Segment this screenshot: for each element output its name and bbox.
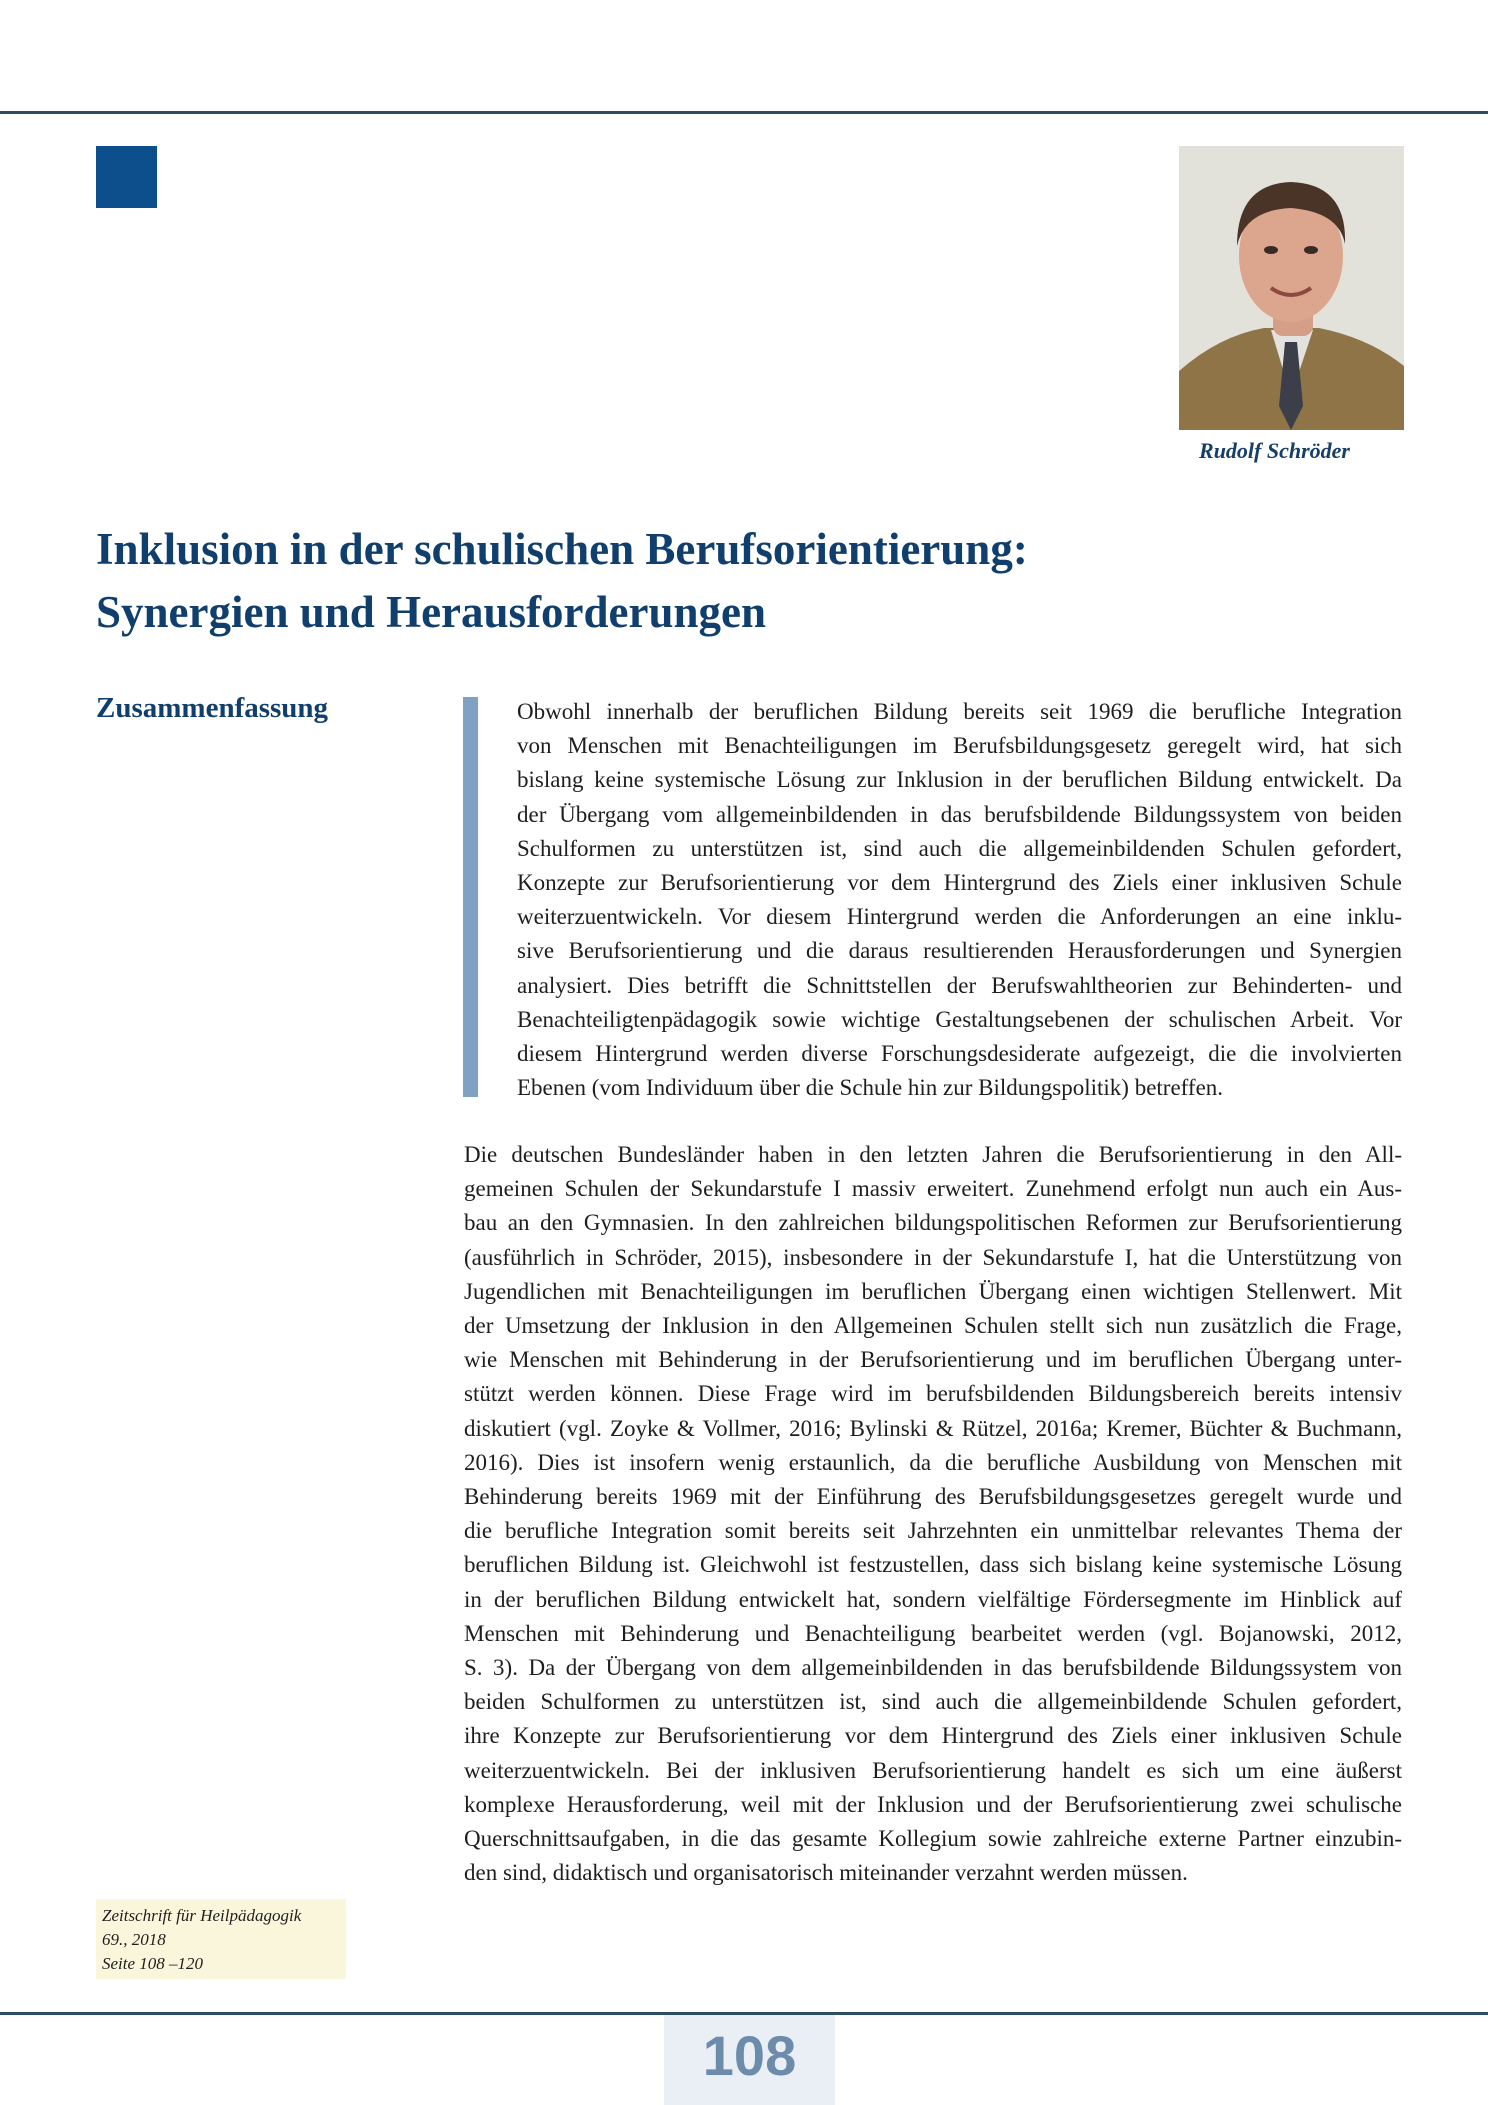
citation-pages: Seite 108 –120 xyxy=(102,1954,204,1973)
body-line: gemeinen Schulen der Sekundarstufe I massiv erweitert. Zunehmend erfolgt nun auch ein Aus- xyxy=(464,1176,1402,1202)
body-line: Menschen mit Behinderung und Benachteiligung bearbeitet werden (vgl. Bojanowski, 2012, xyxy=(464,1620,1402,1646)
abstract-line: Ebenen (vom Individuum über die Schule hin zur Bildungspolitik) betreffen. xyxy=(517,1075,1224,1101)
article-title-line-1: Inklusion in der schulischen Berufsorientierung: xyxy=(96,524,1028,574)
body-line: diskutiert (vgl. Zoyke & Vollmer, 2016; Bylinski & Rützel, 2016a; Kremer, Büchter & Buchmann, xyxy=(464,1415,1402,1441)
body-line: weiterzuentwickeln. Bei der inklusiven Berufsorientierung handelt es sich um eine äußerst xyxy=(464,1757,1402,1783)
body-line: beruflichen Bildung ist. Gleichwohl ist festzustellen, dass sich bislang keine systemische Lösung xyxy=(464,1552,1402,1578)
abstract-text xyxy=(517,695,1402,1105)
body-text xyxy=(464,1138,1402,1890)
article-title xyxy=(96,518,1396,644)
body-line: komplexe Herausforderung, weil mit der Inklusion und der Berufsorientierung zwei schulische xyxy=(464,1791,1402,1817)
citation-volume: 69., 2018 xyxy=(102,1930,166,1949)
abstract-line: der Übergang vom allgemeinbildenden in das berufsbildende Bildungssystem von beiden xyxy=(517,801,1402,827)
body-line: wie Menschen mit Behinderung in der Berufsorientierung und im beruflichen Übergang unter- xyxy=(464,1347,1402,1373)
abstract-line: sive Berufsorientierung und die daraus resultierenden Herausforderungen und Synergien xyxy=(517,938,1402,964)
body-line: in der beruflichen Bildung entwickelt hat, sondern vielfältige Fördersegmente im Hinblick auf xyxy=(464,1586,1402,1612)
body-line: den sind, didaktisch und organisatorisch miteinander verzahnt werden müssen. xyxy=(464,1860,1188,1886)
body-line: bau an den Gymnasien. In den zahlreichen bildungspolitischen Reformen zur Berufsorientierung xyxy=(464,1210,1402,1236)
body-line: beiden Schulformen zu unterstützen ist, sind auch die allgemeinbildende Schulen gefordert, xyxy=(464,1689,1402,1715)
body-line: die berufliche Integration somit bereits seit Jahrzehnten ein unmittelbar relevantes Thema der xyxy=(464,1518,1402,1544)
body-line: Jugendlichen mit Benachteiligungen im beruflichen Übergang einen wichtigen Stellenwert. Mit xyxy=(464,1278,1402,1304)
abstract-line: bislang keine systemische Lösung zur Inklusion in der beruflichen Bildung entwickelt. Da xyxy=(517,767,1402,793)
abstract-line: Konzepte zur Berufsorientierung vor dem Hintergrund des Ziels einer inklusiven Schule xyxy=(517,870,1402,896)
body-line: der Umsetzung der Inklusion in den Allgemeinen Schulen stellt sich nun zusätzlich die Frage, xyxy=(464,1313,1402,1339)
abstract-line: diesem Hintergrund werden diverse Forschungsdesiderate aufgezeigt, die die involvierten xyxy=(517,1041,1402,1067)
top-rule xyxy=(0,111,1488,114)
page-number-box xyxy=(664,2015,835,2105)
body-line: 2016). Dies ist insofern wenig erstaunlich, da die berufliche Ausbildung von Menschen mit xyxy=(464,1449,1402,1475)
abstract-heading: Zusammenfassung xyxy=(96,692,329,724)
author-name: Rudolf Schröder xyxy=(1199,438,1350,463)
article-title-line-2: Synergien und Herausforderungen xyxy=(96,587,767,637)
abstract-line: Benachteiligtenpädagogik sowie wichtige Gestaltungsebenen der schulischen Arbeit. Vor xyxy=(517,1006,1402,1032)
abstract-bar xyxy=(463,697,478,1097)
abstract-line: Obwohl innerhalb der beruflichen Bildung bereits seit 1969 die berufliche Integration xyxy=(517,699,1402,724)
body-line: stützt werden können. Diese Frage wird im berufsbildenden Bildungsbereich bereits intensiv xyxy=(464,1381,1402,1407)
abstract-line: weiterzuentwickeln. Vor diesem Hintergrund werden die Anforderungen an eine inklu- xyxy=(517,904,1402,930)
body-line: Querschnittsaufgaben, in die das gesamte Kollegium sowie zahlreiche externe Partner einzubin- xyxy=(464,1826,1402,1852)
body-line: Die deutschen Bundesländer haben in den letzten Jahren die Berufsorientierung in den All- xyxy=(464,1142,1402,1167)
body-line: Behinderung bereits 1969 mit der Einführung des Berufsbildungsgesetzes geregelt wurde und xyxy=(464,1484,1402,1510)
abstract-line: von Menschen mit Benachteiligungen im Berufsbildungsgesetz geregelt wird, hat sich xyxy=(517,733,1402,759)
body-line: (ausführlich in Schröder, 2015), insbesondere in der Sekundarstufe I, hat die Unterstützung von xyxy=(464,1244,1402,1270)
accent-square xyxy=(96,146,157,208)
abstract-line: analysiert. Dies betrifft die Schnittstellen der Berufswahltheorien zur Behinderten- und xyxy=(517,972,1402,998)
body-line: S. 3). Da der Übergang von dem allgemeinbildenden in das berufsbildende Bildungssystem von xyxy=(464,1655,1402,1681)
citation-box xyxy=(96,1899,346,1979)
body-line: ihre Konzepte zur Berufsorientierung vor dem Hintergrund des Ziels einer inklusiven Schule xyxy=(464,1723,1402,1749)
citation-journal: Zeitschrift für Heilpädagogik xyxy=(102,1906,302,1925)
page-number: 108 xyxy=(702,2024,797,2087)
author-photo xyxy=(1179,146,1404,430)
abstract-line: Schulformen zu unterstützen ist, sind auch die allgemeinbildenden Schulen gefordert, xyxy=(517,835,1402,861)
